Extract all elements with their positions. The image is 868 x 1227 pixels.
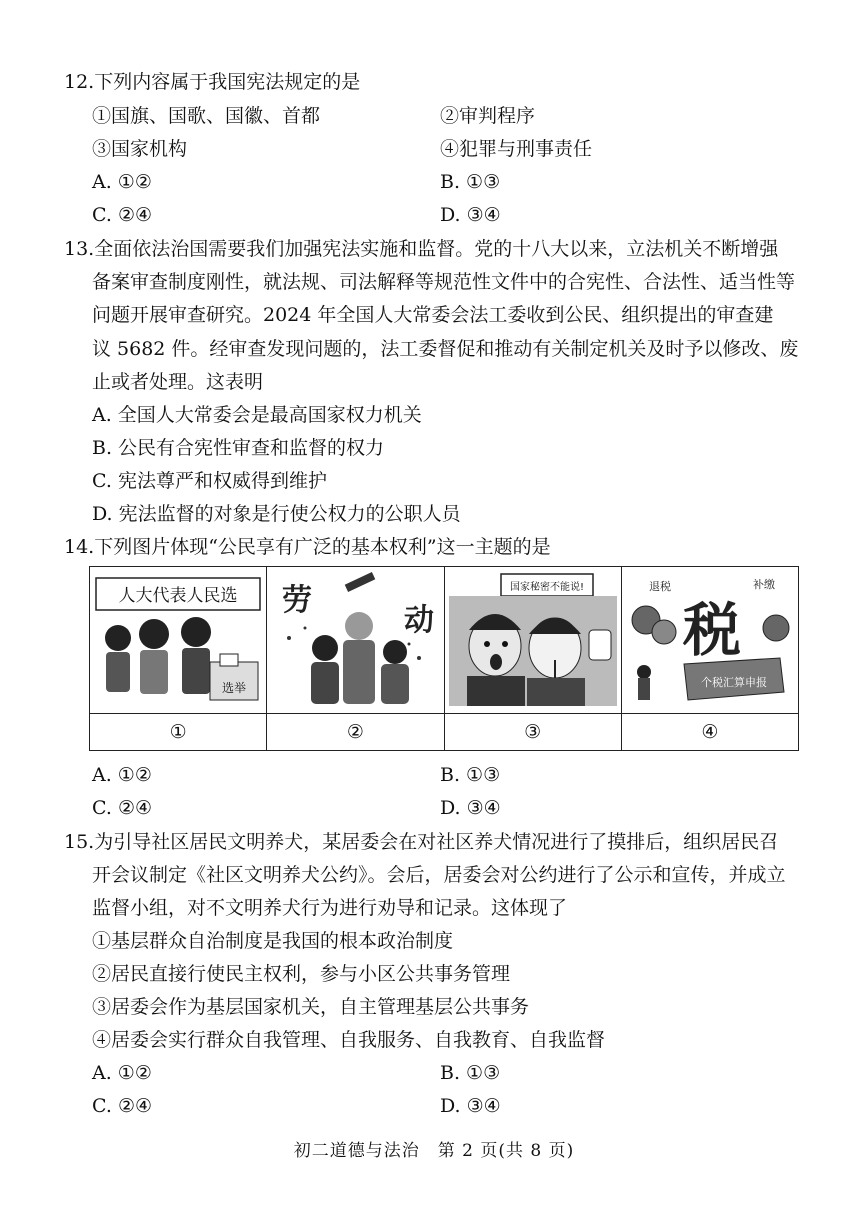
q15-line-1: 15.为引导社区居民文明养犬，某居委会在对社区养犬情况进行了摸排后，组织居民召: [64, 831, 779, 853]
q15-item-4: ④居委会实行群众自我管理、自我服务、自我教育、自我监督: [92, 1029, 606, 1051]
q12-choice-a: A. ①②: [92, 171, 152, 193]
q14-choice-a: A. ①②: [92, 764, 152, 786]
q15-choice-b: B. ①③: [440, 1062, 501, 1084]
q13-line-3: 问题开展审查研究。2024 年全国人大常委会法工委收到公民、组织提出的审查建: [92, 304, 774, 326]
svg-text:动: 动: [404, 602, 435, 638]
svg-text:人大代表人民选: 人大代表人民选: [118, 585, 238, 606]
svg-text:国家秘密不能说!: 国家秘密不能说!: [509, 581, 584, 593]
q15-line-2: 开会议制定《社区文明养犬公约》。会后，居委会对公约进行了公示和宣传，并成立: [92, 864, 786, 886]
q12-item-3: ③国家机构: [92, 138, 188, 160]
q12-item-4: ④犯罪与刑事责任: [440, 138, 593, 160]
q13-choice-c: C. 宪法尊严和权威得到维护: [92, 470, 327, 492]
q15-line-3: 监督小组，对不文明养犬行为进行劝导和记录。这体现了: [92, 897, 568, 919]
q15-choice-d: D. ③④: [440, 1095, 501, 1117]
q13-line-2: 备案审查制度刚性，就法规、司法解释等规范性文件中的合宪性、合法性、适当性等: [92, 271, 796, 293]
q15-item-2: ②居民直接行使民主权利，参与小区公共事务管理: [92, 963, 511, 985]
page-footer: 初二道德与法治 第 2 页(共 8 页): [293, 1141, 575, 1161]
picture-2-label: ②: [267, 714, 444, 751]
picture-3-label: ③: [444, 714, 621, 751]
q14-choice-b: B. ①③: [440, 764, 501, 786]
q15-choice-a: A. ①②: [92, 1062, 152, 1084]
q15-item-3: ③居委会作为基层国家机关，自主管理基层公共事务: [92, 996, 530, 1018]
q13-line-5: 止或者处理。这表明: [92, 371, 264, 393]
q12-stem: 12.下列内容属于我国宪法规定的是: [64, 71, 361, 93]
q13-line-4: 议 5682 件。经审查发现问题的，法工委督促和推动有关制定机关及时予以修改、废: [92, 338, 799, 360]
picture-4: [621, 567, 798, 714]
q13-line-1: 13.全面依法治国需要我们加强宪法实施和监督。党的十八大以来，立法机关不断增强: [64, 238, 779, 260]
svg-text:税: 税: [682, 595, 741, 664]
q12-choice-d: D. ③④: [440, 204, 501, 226]
q13-choice-b: B. 公民有合宪性审查和监督的权力: [92, 437, 385, 459]
tax-illustration: [624, 568, 796, 708]
election-illustration: [92, 568, 264, 708]
q14-stem: 14.下列图片体现“公民享有广泛的基本权利”这一主题的是: [64, 536, 551, 558]
svg-text:劳: 劳: [282, 582, 313, 618]
q14-choice-c: C. ②④: [92, 797, 153, 819]
labor-illustration: [269, 568, 441, 708]
svg-text:补缴: 补缴: [752, 577, 775, 591]
svg-text:个税汇算申报: 个税汇算申报: [700, 675, 767, 689]
picture-3: [444, 567, 621, 714]
q14-picture-table: [89, 566, 799, 751]
state-secret-illustration: [447, 568, 619, 708]
q14-choice-d: D. ③④: [440, 797, 501, 819]
q15-item-1: ①基层群众自治制度是我国的根本政治制度: [92, 930, 454, 952]
q15-choice-c: C. ②④: [92, 1095, 153, 1117]
q13-choice-d: D. 宪法监督的对象是行使公权力的公职人员: [92, 503, 461, 525]
picture-4-label: ④: [621, 714, 798, 751]
svg-text:选举: 选举: [222, 680, 247, 695]
q13-choice-a: A. 全国人大常委会是最高国家权力机关: [92, 404, 422, 426]
picture-2: [267, 567, 444, 714]
q12-item-1: ①国旗、国歌、国徽、首都: [92, 105, 321, 127]
picture-1: [90, 567, 267, 714]
picture-1-label: ①: [90, 714, 267, 751]
q12-choice-b: B. ①③: [440, 171, 501, 193]
svg-text:退税: 退税: [648, 579, 671, 593]
q12-choice-c: C. ②④: [92, 204, 153, 226]
q12-item-2: ②审判程序: [440, 105, 536, 127]
